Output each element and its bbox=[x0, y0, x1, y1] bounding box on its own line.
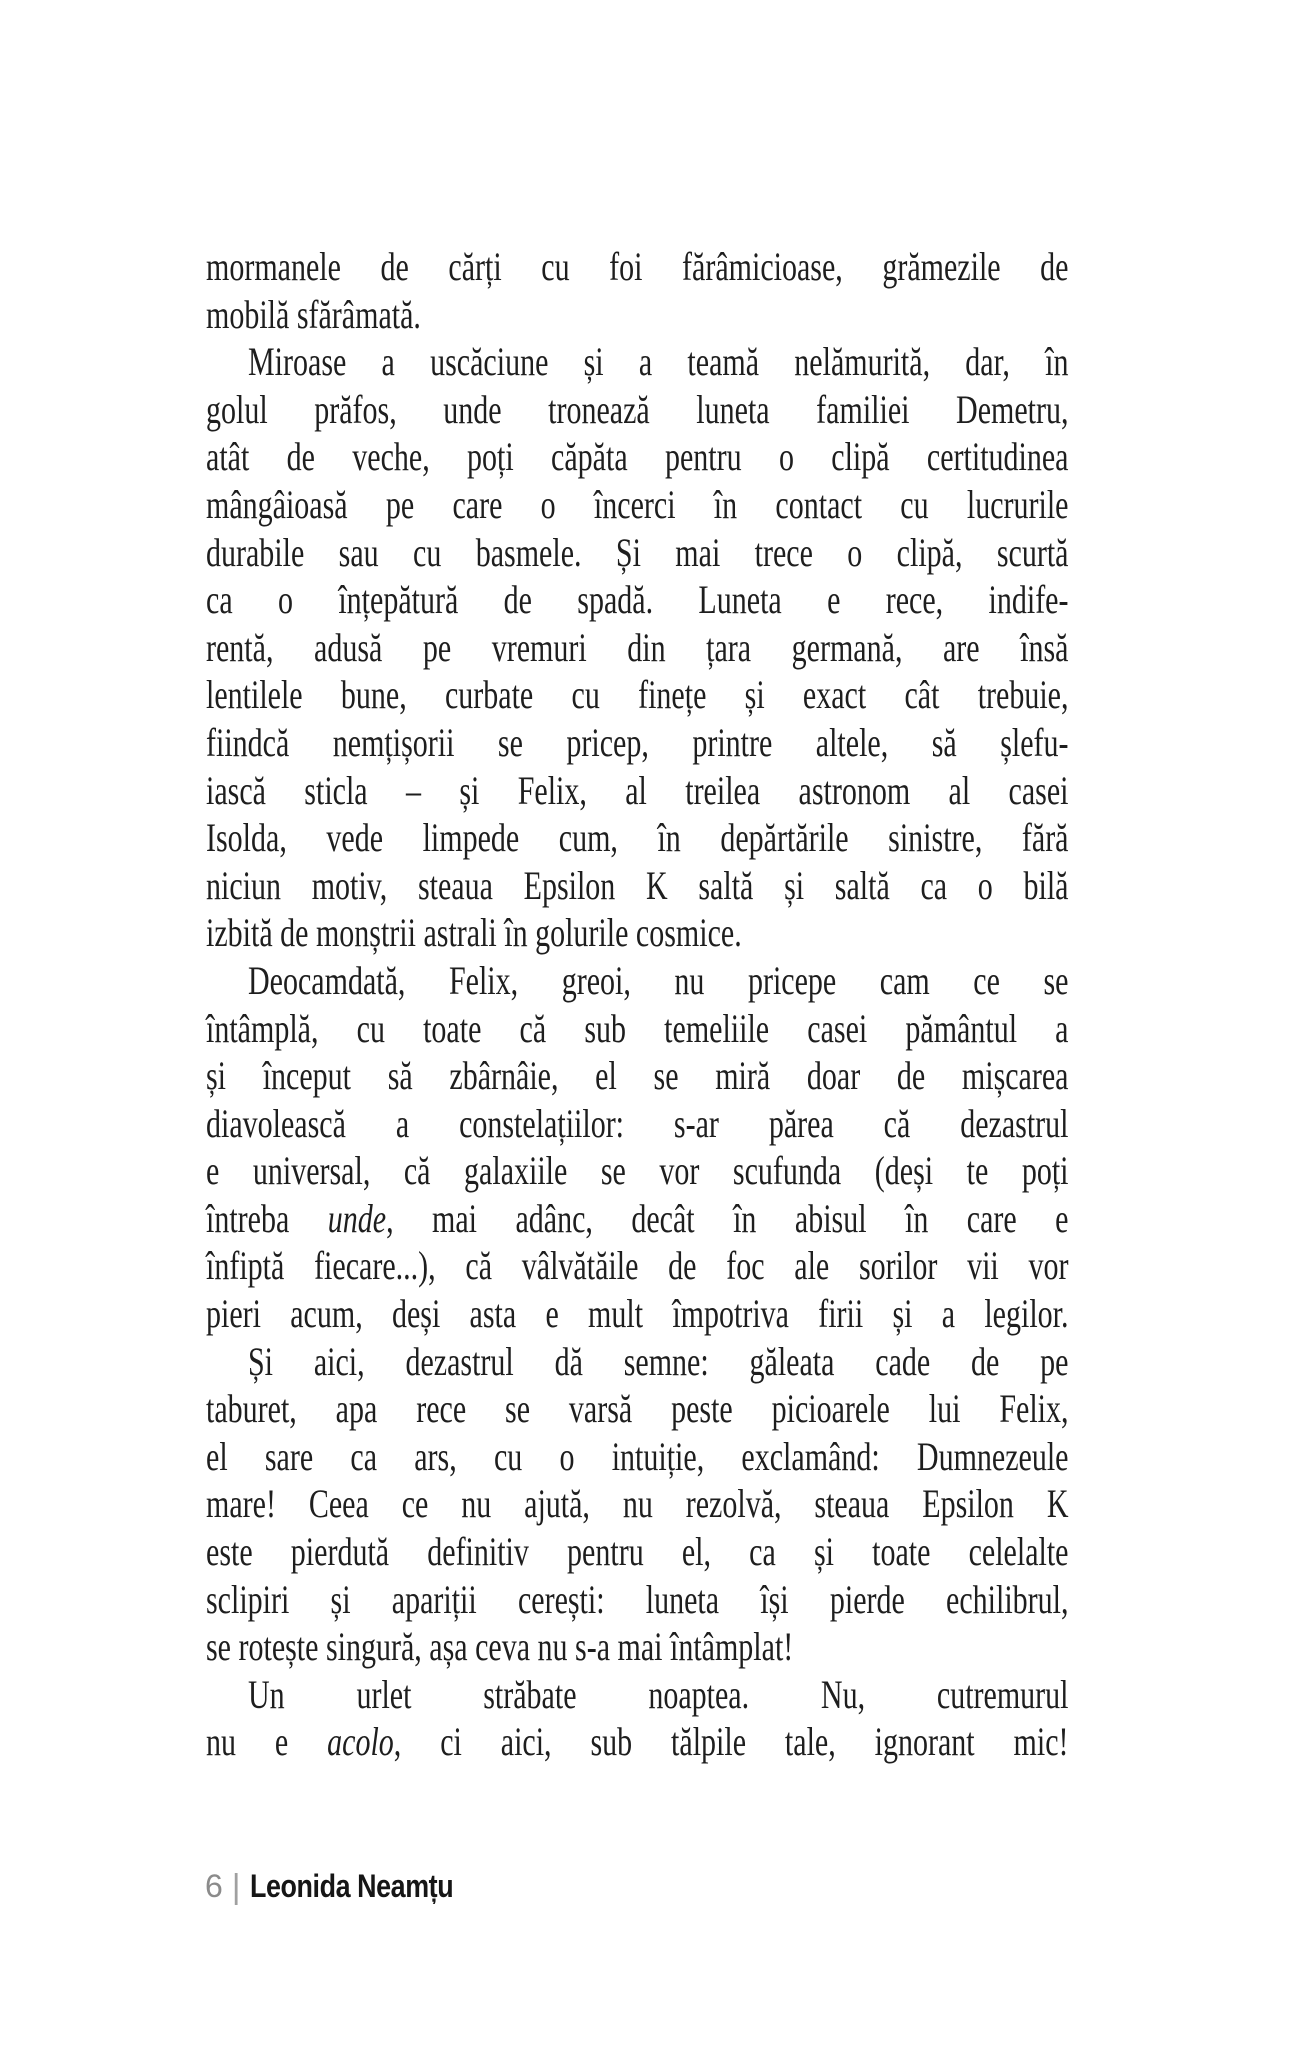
text-run: întreba bbox=[206, 1195, 328, 1241]
text-line bbox=[206, 576, 1069, 624]
text-line bbox=[206, 719, 1069, 767]
text-line bbox=[206, 1433, 1069, 1481]
text-line bbox=[206, 1290, 1069, 1338]
text-line bbox=[206, 529, 1069, 577]
text-line bbox=[206, 1195, 1069, 1243]
text-run: lentilele bune, curbate cu finețe și exact cât trebuie, bbox=[206, 672, 1069, 718]
text-run: este pierdută definitiv pentru el, ca și toate celelalte bbox=[206, 1529, 1069, 1575]
text-line bbox=[206, 1147, 1069, 1195]
text-line bbox=[206, 767, 1069, 815]
text-run: el sare ca ars, cu o intuiție, exclamând: Dumnezeule bbox=[206, 1433, 1069, 1479]
text-line bbox=[206, 1576, 1069, 1624]
text-run: mobilă sfărâmată. bbox=[206, 291, 421, 337]
text-run: taburet, apa rece se varsă peste picioarele lui Felix, bbox=[206, 1386, 1069, 1432]
text-line bbox=[206, 338, 1069, 386]
text-line bbox=[206, 243, 1069, 291]
text-run: sclipiri și apariții cerești: luneta își pierde echilibrul, bbox=[206, 1576, 1069, 1622]
text-line bbox=[206, 814, 1069, 862]
text-run: niciun motiv, steaua Epsilon K saltă și saltă ca o bilă bbox=[206, 862, 1069, 908]
text-line bbox=[206, 1528, 1069, 1576]
text-line bbox=[206, 862, 1069, 910]
author-name: Leonida Neamțu bbox=[249, 1868, 453, 1904]
text-run: mângâioasă pe care o încerci în contact cu lucrurile bbox=[206, 481, 1069, 527]
text-line bbox=[206, 671, 1069, 719]
text-run: fiindcă nemțișorii se pricep, printre altele, să șlefu- bbox=[206, 719, 1069, 765]
text-line bbox=[206, 1100, 1069, 1148]
text-line bbox=[206, 909, 1069, 957]
text-run: nu e bbox=[206, 1719, 328, 1765]
footer bbox=[205, 1866, 492, 1906]
page-number: 6 bbox=[205, 1868, 223, 1904]
text-run: și început să zbârnâie, el se miră doar de mișcarea bbox=[206, 1053, 1069, 1099]
text-line bbox=[206, 1385, 1069, 1433]
text-line bbox=[206, 386, 1069, 434]
text-run: Miroase a uscăciune și a teamă nelămurită, dar, în bbox=[248, 339, 1069, 385]
text-run: , mai adânc, decât în abisul în care e bbox=[386, 1195, 1069, 1241]
italic-text-run: acolo bbox=[327, 1719, 394, 1765]
text-line bbox=[206, 1480, 1069, 1528]
text-run: e universal, că galaxiile se vor scufunda (deși te poți bbox=[206, 1148, 1069, 1194]
text-run: mormanele de cărți cu foi fărâmicioase, grămezile de bbox=[206, 244, 1069, 289]
text-run: atât de veche, poți căpăta pentru o clipă certitudinea bbox=[206, 434, 1069, 480]
text-run: se rotește singură, așa ceva nu s-a mai întâmplat! bbox=[206, 1624, 794, 1670]
text-line bbox=[206, 1623, 1069, 1671]
text-line bbox=[206, 291, 1069, 339]
text-line bbox=[206, 1242, 1069, 1290]
text-line bbox=[206, 1338, 1069, 1386]
text-run: Și aici, dezastrul dă semne: găleata cade de pe bbox=[248, 1338, 1069, 1384]
footer-separator: | bbox=[231, 1868, 241, 1906]
text-run: diavolească a constelațiilor: s-ar părea că dezastrul bbox=[206, 1100, 1069, 1146]
text-line bbox=[206, 1052, 1069, 1100]
italic-text-run: unde bbox=[327, 1195, 387, 1241]
text-line bbox=[206, 1718, 1069, 1766]
text-run: întâmplă, cu toate că sub temeliile casei pământul a bbox=[206, 1005, 1069, 1051]
text-line bbox=[206, 957, 1069, 1005]
text-run: pieri acum, deși asta e mult împotriva firii și a legilor. bbox=[206, 1291, 1069, 1337]
text-line bbox=[206, 624, 1069, 672]
text-run: Un urlet străbate noaptea. Nu, cutremurul bbox=[248, 1671, 1069, 1717]
text-run: iască sticla – și Felix, al treilea astronom al casei bbox=[206, 767, 1069, 813]
text-run: Isolda, vede limpede cum, în depărtările sinistre, fără bbox=[206, 815, 1069, 861]
text-line bbox=[206, 1671, 1069, 1719]
text-run: Deocamdată, Felix, greoi, nu pricepe cam ce se bbox=[248, 957, 1069, 1003]
text-line bbox=[206, 1005, 1069, 1053]
text-line bbox=[206, 433, 1069, 481]
text-run: rentă, adusă pe vremuri din țara germană, are însă bbox=[206, 624, 1069, 670]
text-run: izbită de monștrii astrali în golurile cosmice. bbox=[206, 910, 742, 956]
text-run: înfiptă fiecare...), că vâlvătăile de foc ale sorilor vii vor bbox=[206, 1243, 1069, 1289]
text-run: durabile sau cu basmele. Și mai trece o clipă, scurtă bbox=[206, 529, 1069, 575]
text-run: mare! Ceea ce nu ajută, nu rezolvă, steaua Epsilon K bbox=[206, 1481, 1069, 1527]
text-run: , ci aici, sub tălpile tale, ignorant mic! bbox=[393, 1719, 1069, 1765]
text-line bbox=[206, 481, 1069, 529]
text-run: golul prăfos, unde tronează luneta familiei Demetru, bbox=[206, 386, 1069, 432]
text-run: ca o înțepătură de spadă. Luneta e rece, indife- bbox=[206, 577, 1069, 623]
text-block bbox=[206, 243, 1069, 1766]
